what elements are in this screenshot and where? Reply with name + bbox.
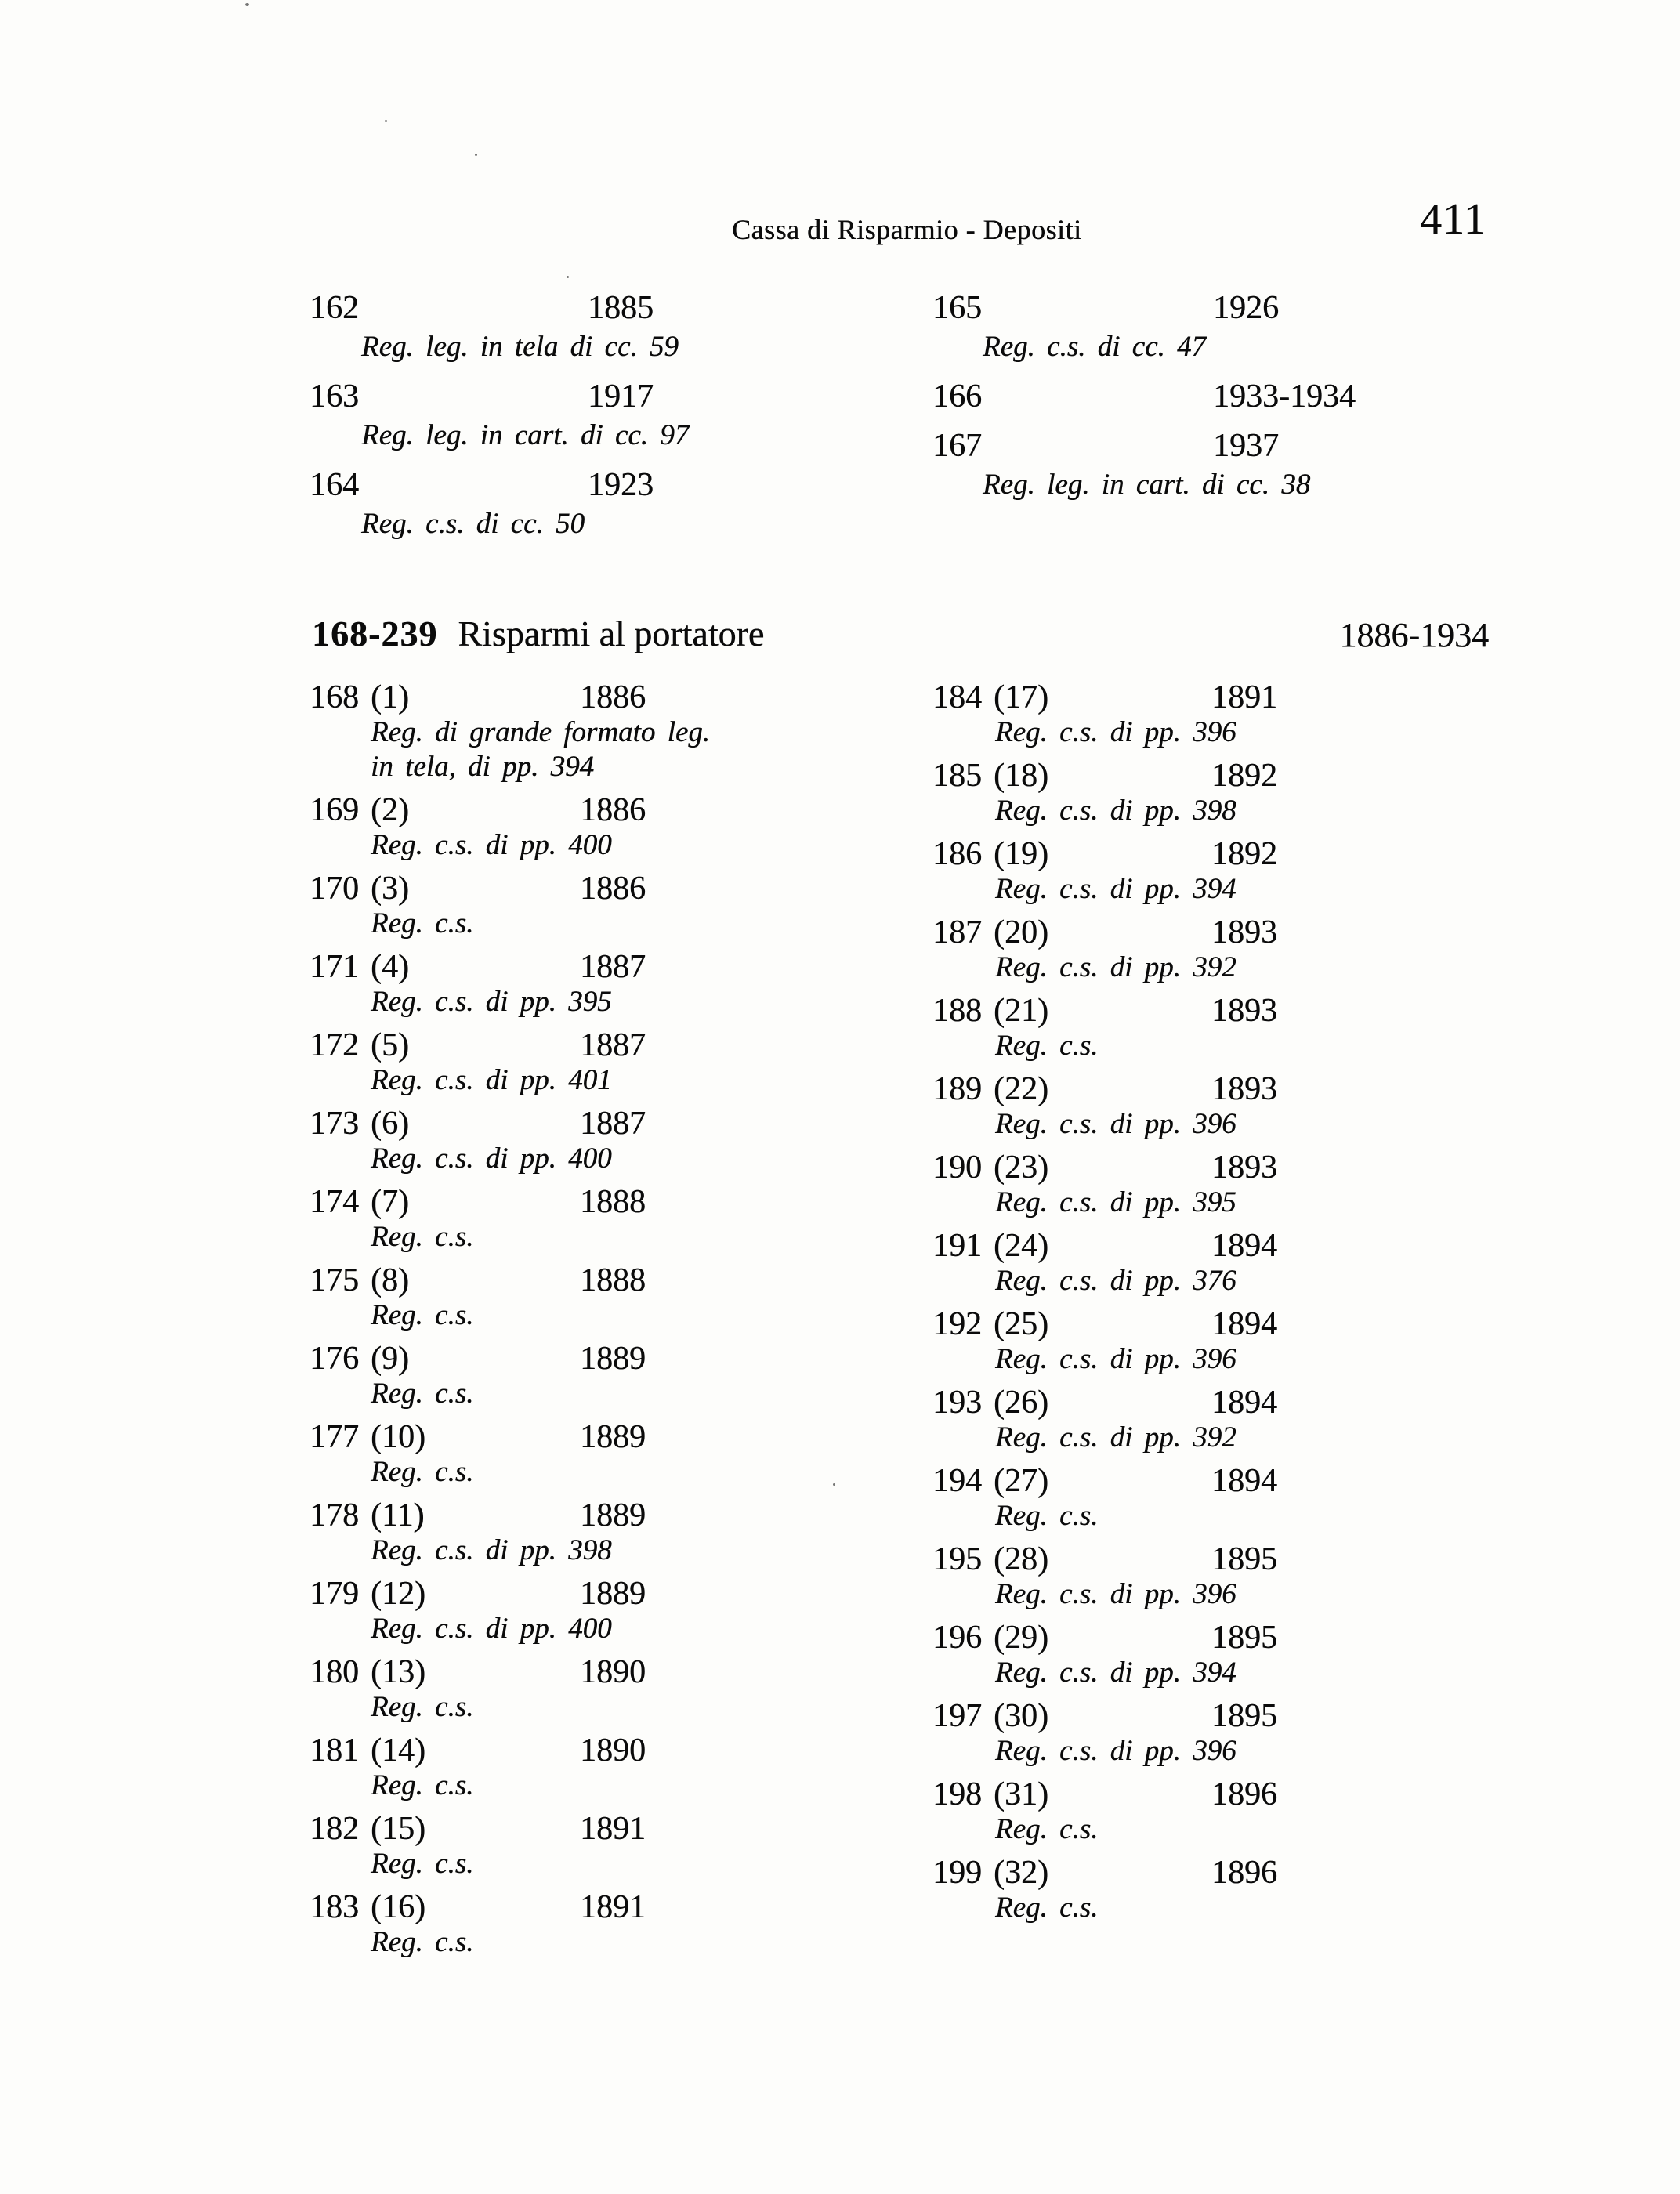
entry-number: 184 — [932, 679, 982, 715]
entry-description: Reg. c.s. — [995, 1500, 1099, 1532]
entry-year: 1885 — [588, 290, 654, 326]
entry-heading-line — [310, 680, 725, 715]
entry-year: 1887 — [580, 1106, 646, 1142]
entry-description: Reg. c.s. — [371, 1456, 474, 1488]
inventory-entry — [932, 1150, 1356, 1220]
entry-sub-number: (12) — [371, 1576, 425, 1612]
list-left-column — [310, 680, 725, 1968]
entry-description: Reg. c.s. — [995, 1030, 1099, 1062]
entry-heading-line — [932, 1542, 1356, 1577]
entry-sub-number: (23) — [994, 1149, 1048, 1186]
entry-year: 1893 — [1211, 1149, 1277, 1186]
entry-year: 1892 — [1211, 758, 1277, 794]
entry-description: Reg. leg. in cart. di cc. 38 — [983, 469, 1311, 501]
inventory-entry — [932, 1855, 1356, 1925]
entry-heading-line — [932, 1072, 1356, 1107]
entry-number: 188 — [932, 993, 982, 1029]
entry-sub-number: (21) — [994, 993, 1048, 1029]
entry-year: 1887 — [580, 1027, 646, 1063]
entry-number: 196 — [932, 1620, 982, 1656]
entry-number: 195 — [932, 1541, 982, 1577]
entry-sub-number: (6) — [371, 1106, 409, 1142]
entry-description: Reg. c.s. — [371, 1691, 474, 1723]
entry-heading-line — [310, 1263, 725, 1298]
entry-year: 1886 — [580, 679, 646, 715]
entry-description: Reg. c.s. di pp. 400 — [371, 1142, 612, 1175]
inventory-entry — [932, 994, 1356, 1063]
inventory-entry — [310, 1185, 725, 1254]
inventory-entry — [310, 1263, 725, 1333]
entry-sub-number: (13) — [371, 1654, 425, 1690]
entry-number: 190 — [932, 1149, 982, 1186]
entry-heading-line — [310, 377, 693, 416]
entry-year: 1886 — [580, 792, 646, 828]
entry-number: 185 — [932, 758, 982, 794]
entry-heading-line — [310, 1341, 725, 1377]
entry-heading-line — [310, 1420, 725, 1455]
entry-year: 1886 — [580, 871, 646, 907]
entry-sub-number: (17) — [994, 679, 1048, 715]
entry-number: 165 — [932, 290, 982, 326]
inventory-entry — [310, 1341, 725, 1411]
entry-description: Reg. c.s. di pp. 396 — [995, 1578, 1236, 1610]
inventory-entry — [932, 837, 1356, 907]
entry-sub-number: (8) — [371, 1262, 409, 1298]
entry-year: 1895 — [1211, 1698, 1277, 1734]
entry-description-line2: in tela, di pp. 394 — [371, 751, 595, 783]
inventory-entry — [310, 1812, 725, 1881]
entry-heading-line — [932, 1150, 1356, 1186]
inventory-entry — [932, 1542, 1356, 1612]
entry-heading-line — [310, 1890, 725, 1925]
entry-heading-line — [310, 1028, 725, 1063]
entry-number: 168 — [310, 679, 359, 715]
entry-description: Reg. c.s. di pp. 398 — [995, 795, 1236, 827]
entry-number: 167 — [932, 428, 982, 464]
entry-number: 181 — [310, 1732, 359, 1769]
entry-description: Reg. c.s. di pp. 395 — [995, 1186, 1236, 1218]
entry-sub-number: (19) — [994, 836, 1048, 872]
entry-heading-line — [310, 1733, 725, 1769]
entry-year: 1888 — [580, 1184, 646, 1220]
entry-description: Reg. c.s. di pp. 396 — [995, 716, 1236, 748]
inventory-entry — [310, 465, 693, 544]
entry-description: Reg. c.s. — [371, 1926, 474, 1958]
scan-speckle — [475, 154, 477, 156]
entry-year: 1890 — [580, 1654, 646, 1690]
entry-number: 177 — [310, 1419, 359, 1455]
entry-description: Reg. leg. in tela di cc. 59 — [361, 331, 679, 363]
entry-sub-number: (31) — [994, 1776, 1048, 1812]
inventory-entry — [310, 1028, 725, 1098]
entry-description: Reg. c.s. — [371, 907, 474, 940]
entry-heading-line — [932, 1777, 1356, 1812]
entry-year: 1891 — [580, 1889, 646, 1925]
entry-number: 197 — [932, 1698, 982, 1734]
entry-year: 1895 — [1211, 1620, 1277, 1656]
entry-number: 178 — [310, 1497, 359, 1533]
page-number: 411 — [1420, 195, 1486, 244]
entry-description: Reg. c.s. — [371, 1299, 474, 1331]
inventory-entry — [932, 1464, 1356, 1533]
entry-year: 1926 — [1213, 290, 1279, 326]
entry-heading-line — [932, 1464, 1356, 1499]
entry-year: 1893 — [1211, 993, 1277, 1029]
inventory-entry — [310, 1655, 725, 1725]
entry-heading-line — [310, 950, 725, 985]
series-title: Risparmi al portatore — [458, 614, 765, 653]
entry-description: Reg. c.s. — [995, 1813, 1099, 1845]
entry-year: 1896 — [1211, 1776, 1277, 1812]
entry-description: Reg. di grande formato leg. — [371, 716, 711, 748]
entry-heading-line — [310, 871, 725, 907]
entry-number: 166 — [932, 378, 982, 415]
entry-heading-line — [310, 1106, 725, 1142]
inventory-entry — [310, 288, 693, 367]
inventory-entry — [932, 1229, 1356, 1298]
entry-heading-line — [310, 465, 693, 505]
list-right-column — [932, 680, 1356, 1934]
entry-year: 1933-1934 — [1213, 378, 1356, 415]
entry-year: 1893 — [1211, 914, 1277, 950]
scan-speckle — [245, 3, 249, 6]
entry-number: 176 — [310, 1341, 359, 1377]
inventory-entry — [310, 1733, 725, 1803]
entry-heading-line — [932, 1385, 1356, 1421]
entry-year: 1923 — [588, 467, 654, 503]
entry-sub-number: (26) — [994, 1385, 1048, 1421]
entry-year: 1893 — [1211, 1071, 1277, 1107]
entry-sub-number: (4) — [371, 949, 409, 985]
entry-year: 1917 — [588, 378, 654, 415]
entry-heading-line — [932, 377, 1371, 416]
entry-description: Reg. c.s. di pp. 396 — [995, 1108, 1236, 1140]
entry-number: 191 — [932, 1228, 982, 1264]
entry-sub-number: (7) — [371, 1184, 409, 1220]
entry-year: 1889 — [580, 1497, 646, 1533]
inventory-entry — [932, 426, 1371, 505]
entry-description: Reg. c.s. di pp. 395 — [371, 986, 612, 1018]
inventory-entry — [310, 377, 693, 455]
entry-sub-number: (14) — [371, 1732, 425, 1769]
entry-heading-line — [932, 994, 1356, 1029]
entry-year: 1894 — [1211, 1463, 1277, 1499]
inventory-entry — [932, 1699, 1356, 1769]
entry-year: 1896 — [1211, 1855, 1277, 1891]
entry-number: 199 — [932, 1855, 982, 1891]
entry-number: 164 — [310, 467, 359, 503]
inventory-entry — [932, 1072, 1356, 1142]
entry-sub-number: (20) — [994, 914, 1048, 950]
entry-heading-line — [932, 837, 1356, 872]
entry-number: 171 — [310, 949, 359, 985]
inventory-entry — [310, 793, 725, 863]
entry-year: 1889 — [580, 1341, 646, 1377]
entry-description: Reg. c.s. di pp. 400 — [371, 1613, 612, 1645]
entry-year: 1889 — [580, 1419, 646, 1455]
entry-description: Reg. c.s. di pp. 398 — [371, 1534, 612, 1566]
entry-sub-number: (10) — [371, 1419, 425, 1455]
entry-description: Reg. c.s. di pp. 392 — [995, 1421, 1236, 1454]
entry-number: 192 — [932, 1306, 982, 1342]
series-range: 168-239 — [312, 614, 438, 653]
inventory-entry — [310, 1890, 725, 1960]
inventory-entry — [932, 915, 1356, 985]
inventory-entry — [932, 680, 1356, 750]
entry-heading-line — [310, 1812, 725, 1847]
inventory-entry — [310, 950, 725, 1019]
entry-sub-number: (32) — [994, 1855, 1048, 1891]
entry-year: 1937 — [1213, 428, 1279, 464]
entry-description: Reg. c.s. di cc. 47 — [983, 331, 1206, 363]
entry-number: 183 — [310, 1889, 359, 1925]
inventory-entry — [310, 871, 725, 941]
entry-heading-line — [310, 1498, 725, 1533]
entry-heading-line — [932, 1620, 1356, 1656]
entry-sub-number: (22) — [994, 1071, 1048, 1107]
entry-description: Reg. c.s. di pp. 394 — [995, 1656, 1236, 1689]
entry-description: Reg. c.s. di cc. 50 — [361, 508, 585, 540]
entry-heading-line — [932, 426, 1371, 465]
entry-number: 173 — [310, 1106, 359, 1142]
inventory-entry — [310, 1498, 725, 1568]
entry-number: 198 — [932, 1776, 982, 1812]
entry-year: 1895 — [1211, 1541, 1277, 1577]
entry-sub-number: (24) — [994, 1228, 1048, 1264]
entry-number: 175 — [310, 1262, 359, 1298]
entry-description: Reg. c.s. — [995, 1892, 1099, 1924]
entry-heading-line — [932, 1855, 1356, 1891]
entry-heading-line — [310, 1577, 725, 1612]
entry-heading-line — [310, 1185, 725, 1220]
entry-description: Reg. c.s. di pp. 400 — [371, 829, 612, 861]
inventory-entry — [310, 680, 725, 784]
entry-description: Reg. c.s. — [371, 1848, 474, 1880]
entry-description: Reg. c.s. di pp. 396 — [995, 1735, 1236, 1767]
entry-heading-line — [932, 1699, 1356, 1734]
entry-sub-number: (1) — [371, 679, 409, 715]
inventory-entry — [932, 1385, 1356, 1455]
entry-number: 172 — [310, 1027, 359, 1063]
entry-number: 169 — [310, 792, 359, 828]
entry-number: 194 — [932, 1463, 982, 1499]
entry-number: 174 — [310, 1184, 359, 1220]
entry-sub-number: (15) — [371, 1811, 425, 1847]
entry-number: 179 — [310, 1576, 359, 1612]
entry-number: 162 — [310, 290, 359, 326]
entry-year: 1889 — [580, 1576, 646, 1612]
entry-number: 189 — [932, 1071, 982, 1107]
entry-year: 1891 — [1211, 679, 1277, 715]
entry-number: 193 — [932, 1385, 982, 1421]
inventory-entry — [932, 1777, 1356, 1847]
entry-sub-number: (11) — [371, 1497, 425, 1533]
inventory-entry — [932, 758, 1356, 828]
entry-heading-line — [310, 1655, 725, 1690]
top-left-column — [310, 288, 693, 554]
entry-sub-number: (16) — [371, 1889, 425, 1925]
entry-heading-line — [932, 680, 1356, 715]
entry-description: Reg. c.s. di pp. 396 — [995, 1343, 1236, 1375]
series-years: 1886-1934 — [1339, 616, 1489, 654]
entry-sub-number: (2) — [371, 792, 409, 828]
entry-sub-number: (27) — [994, 1463, 1048, 1499]
entry-sub-number: (5) — [371, 1027, 409, 1063]
entry-sub-number: (28) — [994, 1541, 1048, 1577]
entry-year: 1891 — [580, 1811, 646, 1847]
entry-description: Reg. c.s. di pp. 394 — [995, 873, 1236, 905]
entry-sub-number: (9) — [371, 1341, 409, 1377]
scan-speckle — [833, 1483, 835, 1486]
entry-year: 1892 — [1211, 836, 1277, 872]
entry-heading-line — [932, 288, 1371, 328]
running-title: Cassa di Risparmio - Depositi — [732, 214, 1082, 245]
entry-number: 180 — [310, 1654, 359, 1690]
entry-description: Reg. leg. in cart. di cc. 97 — [361, 419, 690, 451]
series-heading — [312, 614, 1489, 657]
entry-sub-number: (30) — [994, 1698, 1048, 1734]
inventory-entry — [310, 1577, 725, 1646]
inventory-entry — [310, 1106, 725, 1176]
entry-description: Reg. c.s. di pp. 401 — [371, 1064, 612, 1096]
entry-sub-number: (18) — [994, 758, 1048, 794]
inventory-entry — [932, 1620, 1356, 1690]
entry-heading-line — [310, 793, 725, 828]
top-right-column — [932, 288, 1371, 515]
entry-sub-number: (25) — [994, 1306, 1048, 1342]
entry-description: Reg. c.s. — [371, 1378, 474, 1410]
entry-heading-line — [932, 1307, 1356, 1342]
entry-number: 186 — [932, 836, 982, 872]
entry-description: Reg. c.s. di pp. 392 — [995, 951, 1236, 983]
scan-speckle — [567, 276, 569, 278]
entry-heading-line — [932, 915, 1356, 950]
entry-description: Reg. c.s. — [371, 1221, 474, 1253]
entry-heading-line — [310, 288, 693, 328]
entry-number: 187 — [932, 914, 982, 950]
entry-year: 1894 — [1211, 1228, 1277, 1264]
inventory-entry — [932, 377, 1371, 416]
inventory-entry — [310, 1420, 725, 1490]
entry-year: 1887 — [580, 949, 646, 985]
inventory-entry — [932, 1307, 1356, 1377]
entry-description: Reg. c.s. — [371, 1769, 474, 1801]
entry-year: 1894 — [1211, 1385, 1277, 1421]
entry-year: 1890 — [580, 1732, 646, 1769]
entry-sub-number: (29) — [994, 1620, 1048, 1656]
entry-heading-line — [932, 758, 1356, 794]
entry-number: 182 — [310, 1811, 359, 1847]
entry-year: 1894 — [1211, 1306, 1277, 1342]
entry-year: 1888 — [580, 1262, 646, 1298]
entry-description: Reg. c.s. di pp. 376 — [995, 1265, 1236, 1297]
entry-number: 170 — [310, 871, 359, 907]
entry-sub-number: (3) — [371, 871, 409, 907]
scan-speckle — [385, 120, 387, 122]
inventory-entry — [932, 288, 1371, 367]
entry-heading-line — [932, 1229, 1356, 1264]
entry-number: 163 — [310, 378, 359, 415]
